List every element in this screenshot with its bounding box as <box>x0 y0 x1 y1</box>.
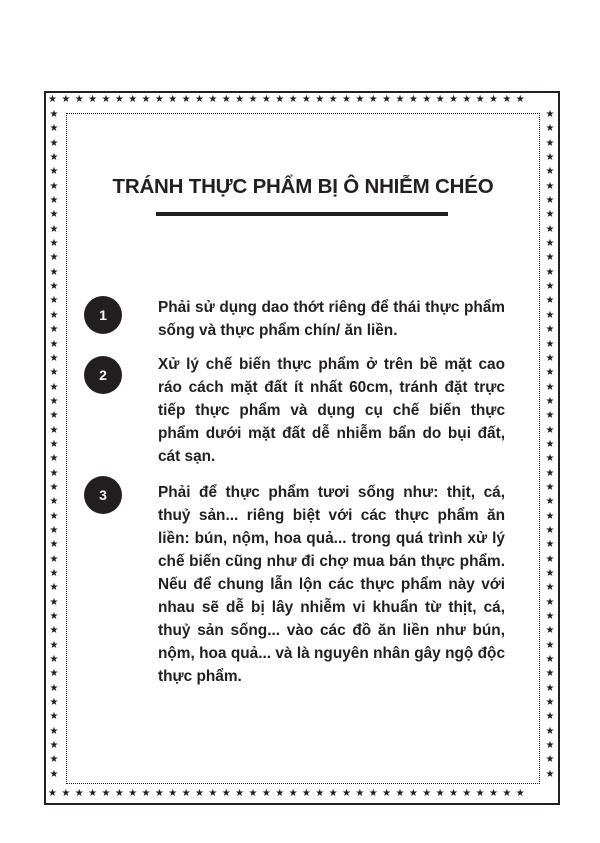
star-border-top: ★★★★★★★★★★★★★★★★★★★★★★★★★★★★★★★★★★★★ <box>48 95 530 105</box>
item-number-badge: 2 <box>84 356 122 394</box>
star-border-bottom: ★★★★★★★★★★★★★★★★★★★★★★★★★★★★★★★★★★★★ <box>48 789 530 799</box>
item-text: Phải sử dụng dao thớt riêng để thái thực phẩm sống và thực phẩm chín/ ăn liền. <box>158 299 505 339</box>
star-border-right: ★ ★ ★ ★ ★ ★ ★ ★ ★ ★ ★ ★ ★ ★ ★ ★ ★ ★ ★ ★ ★ ★ ★ ★ ★ ★ ★ ★ ★ ★ ★ ★ ★ ★ ★ ★ ★ ★ ★ ★ ★ ★ ★ ★ ★ ★ ★ <box>545 109 555 780</box>
item-text: Phải để thực phẩm tươi sống như: thịt, cá, thuỷ sản... riêng biệt với các thực phẩm ăn liền: bún, nộm, hoa quả... trong quá trình xử lý chế biến cũng như đi chợ mua bán thực phẩm. Nếu để chung lẫn lộn các thực phẩm này với nhau sẽ dễ bị lây nhiễm vi khuẩn từ thịt, cá, thuỷ sản sống... vào các đồ ăn liền như bún, nộm, hoa quả... và là nguyên nhân gây ngộ độc thực phẩm. <box>158 484 505 685</box>
item-number-badge: 1 <box>84 296 122 334</box>
page-title: TRÁNH THỰC PHẨM BỊ Ô NHIỄM CHÉO <box>112 175 494 198</box>
title-underline <box>156 212 448 216</box>
star-border-left: ★ ★ ★ ★ ★ ★ ★ ★ ★ ★ ★ ★ ★ ★ ★ ★ ★ ★ ★ ★ ★ ★ ★ ★ ★ ★ ★ ★ ★ ★ ★ ★ ★ ★ ★ ★ ★ ★ ★ ★ ★ ★ ★ ★ ★ ★ ★ <box>49 109 59 780</box>
item-number-badge: 3 <box>84 476 122 514</box>
item-text: Xử lý chế biến thực phẩm ở trên bề mặt cao ráo cách mặt đất ít nhất 60cm, tránh đặt trực tiếp thực phẩm và dụng cụ chế biến thực phẩm dưới mặt đất dễ nhiễm bẩn do bụi đất, cát sạn. <box>158 356 505 465</box>
